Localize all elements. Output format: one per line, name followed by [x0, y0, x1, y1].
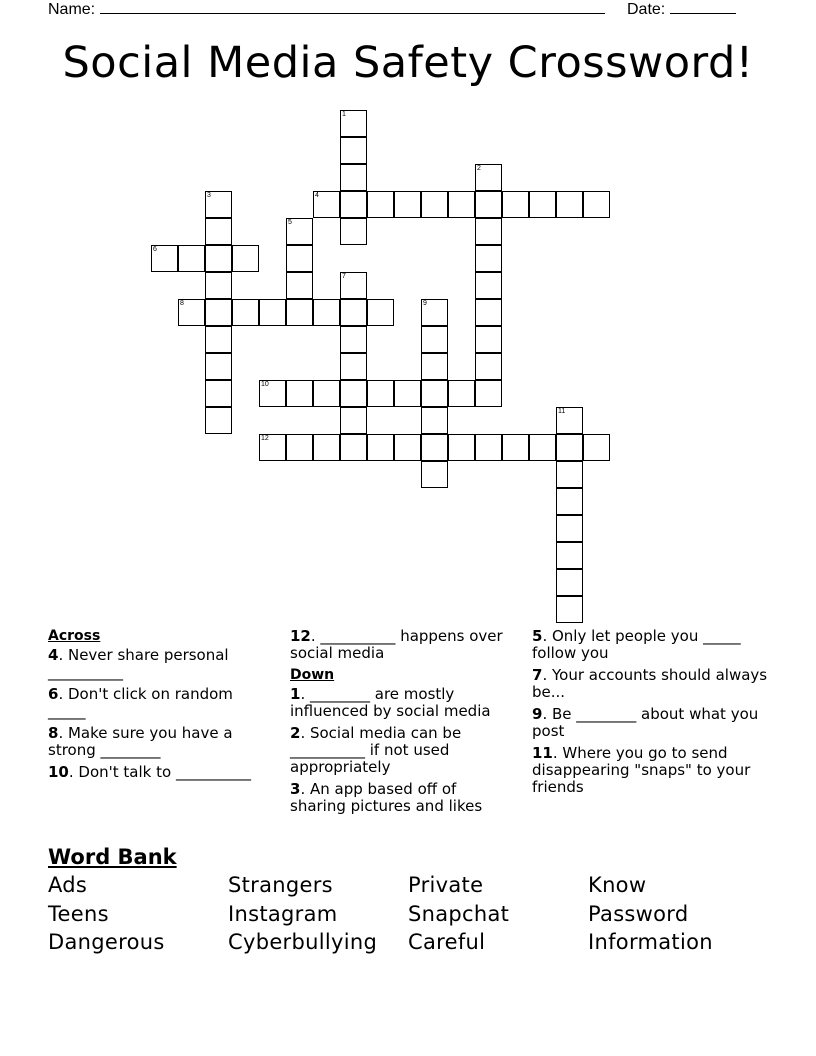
grid-cell[interactable] — [556, 434, 583, 461]
clue-across-10: 10. Don't talk to __________ — [48, 763, 251, 781]
grid-cell[interactable] — [421, 353, 448, 380]
cell-number: 1 — [342, 111, 346, 118]
grid-cell[interactable] — [448, 434, 475, 461]
grid-cell[interactable] — [421, 326, 448, 353]
grid-cell[interactable] — [475, 434, 502, 461]
grid-cell[interactable] — [421, 434, 448, 461]
grid-cell[interactable] — [340, 191, 367, 218]
date-field[interactable] — [627, 0, 736, 19]
grid-cell[interactable] — [475, 272, 502, 299]
date-underline[interactable] — [670, 0, 736, 14]
grid-cell[interactable] — [259, 299, 286, 326]
grid-cell[interactable] — [205, 272, 232, 299]
grid-cell[interactable] — [232, 245, 259, 272]
grid-cell[interactable] — [313, 299, 340, 326]
grid-cell[interactable] — [556, 407, 583, 434]
grid-cell[interactable] — [205, 380, 232, 407]
grid-cell[interactable] — [475, 245, 502, 272]
grid-cell[interactable] — [340, 353, 367, 380]
cell-number: 6 — [153, 246, 157, 253]
grid-cell[interactable] — [205, 191, 232, 218]
grid-cell[interactable] — [556, 515, 583, 542]
word-bank-item: Password — [588, 902, 689, 926]
grid-cell[interactable] — [448, 380, 475, 407]
clue-column-3 — [532, 628, 772, 801]
grid-cell[interactable] — [205, 353, 232, 380]
name-field[interactable] — [48, 0, 605, 19]
word-bank-item: Teens — [48, 902, 109, 926]
clue-down-11: 11. Where you go to send disappearing "snaps" to your friends — [532, 744, 751, 796]
grid-cell[interactable] — [286, 272, 313, 299]
grid-cell[interactable] — [475, 353, 502, 380]
down-heading: Down — [290, 667, 335, 683]
cell-number: 8 — [180, 300, 184, 307]
grid-cell[interactable] — [583, 191, 610, 218]
clue-across-12: 12. __________ happens over social media — [290, 627, 503, 662]
grid-cell[interactable] — [205, 326, 232, 353]
grid-cell[interactable] — [475, 164, 502, 191]
grid-cell[interactable] — [394, 434, 421, 461]
grid-cell[interactable] — [286, 245, 313, 272]
page-title: Social Media Safety Crossword! — [62, 38, 754, 88]
cell-number: 11 — [558, 408, 566, 415]
grid-cell[interactable] — [340, 110, 367, 137]
grid-cell[interactable] — [556, 488, 583, 515]
word-bank-item: Know — [588, 873, 647, 897]
grid-cell[interactable] — [529, 191, 556, 218]
grid-cell[interactable] — [475, 191, 502, 218]
grid-cell[interactable] — [502, 191, 529, 218]
cell-number: 9 — [423, 300, 427, 307]
clue-column-2 — [290, 628, 515, 820]
grid-cell[interactable] — [286, 299, 313, 326]
clue-column-1 — [48, 628, 273, 786]
word-bank-item: Cyberbullying — [228, 930, 378, 954]
word-bank-item: Private — [408, 873, 484, 897]
clue-down-5: 5. Only let people you _____ follow you — [532, 627, 741, 662]
grid-cell[interactable] — [367, 299, 394, 326]
across-heading: Across — [48, 628, 101, 644]
grid-cell[interactable] — [340, 326, 367, 353]
grid-cell[interactable] — [394, 191, 421, 218]
grid-cell[interactable] — [151, 245, 178, 272]
grid-cell[interactable] — [205, 245, 232, 272]
grid-cell[interactable] — [556, 569, 583, 596]
grid-cell[interactable] — [421, 407, 448, 434]
grid-cell[interactable] — [259, 380, 286, 407]
cell-number: 7 — [342, 273, 346, 280]
grid-cell[interactable] — [421, 461, 448, 488]
grid-cell[interactable] — [502, 434, 529, 461]
word-bank-title: Word Bank — [48, 845, 177, 869]
grid-cell[interactable] — [421, 299, 448, 326]
name-label: Name: — [48, 1, 96, 18]
cell-number: 2 — [477, 165, 481, 172]
grid-cell[interactable] — [340, 218, 367, 245]
cell-number: 5 — [288, 219, 292, 226]
grid-cell[interactable] — [475, 326, 502, 353]
clue-down-1: 1. ________ are mostly influenced by social media — [290, 685, 491, 720]
clue-down-3: 3. An app based off of sharing pictures and likes — [290, 780, 483, 815]
word-bank-item: Ads — [48, 873, 88, 897]
grid-cell[interactable] — [367, 434, 394, 461]
grid-cell[interactable] — [421, 191, 448, 218]
grid-cell[interactable] — [340, 137, 367, 164]
grid-cell[interactable] — [556, 191, 583, 218]
grid-cell[interactable] — [205, 218, 232, 245]
cell-number: 10 — [261, 381, 269, 388]
word-bank-item: Snapchat — [408, 902, 510, 926]
word-bank-item: Information — [588, 930, 713, 954]
grid-cell[interactable] — [367, 191, 394, 218]
cell-number: 3 — [207, 192, 211, 199]
grid-cell[interactable] — [529, 434, 556, 461]
word-bank-item: Dangerous — [48, 930, 165, 954]
grid-cell[interactable] — [340, 272, 367, 299]
clue-across-6: 6. Don't click on random _____ — [48, 685, 233, 720]
clue-across-4: 4. Never share personal __________ — [48, 646, 229, 681]
grid-cell[interactable] — [313, 191, 340, 218]
grid-cell[interactable] — [205, 407, 232, 434]
name-underline[interactable] — [100, 0, 605, 14]
grid-cell[interactable] — [340, 380, 367, 407]
cell-number: 12 — [261, 435, 269, 442]
grid-cell[interactable] — [178, 299, 205, 326]
grid-cell[interactable] — [475, 299, 502, 326]
grid-cell[interactable] — [394, 380, 421, 407]
grid-cell[interactable] — [313, 380, 340, 407]
grid-cell[interactable] — [286, 380, 313, 407]
grid-cell[interactable] — [475, 218, 502, 245]
grid-cell[interactable] — [232, 299, 259, 326]
grid-cell[interactable] — [286, 218, 313, 245]
grid-cell[interactable] — [259, 434, 286, 461]
word-bank-item: Careful — [408, 930, 486, 954]
grid-cell[interactable] — [340, 164, 367, 191]
grid-cell[interactable] — [583, 434, 610, 461]
grid-cell[interactable] — [367, 380, 394, 407]
grid-cell[interactable] — [340, 434, 367, 461]
clue-across-8: 8. Make sure you have a strong ________ — [48, 724, 233, 759]
clue-down-7: 7. Your accounts should always be... — [532, 666, 768, 701]
grid-cell[interactable] — [475, 380, 502, 407]
clue-down-9: 9. Be ________ about what you post — [532, 705, 759, 740]
grid-cell[interactable] — [556, 596, 583, 623]
grid-cell[interactable] — [313, 434, 340, 461]
grid-cell[interactable] — [556, 542, 583, 569]
grid-cell[interactable] — [556, 461, 583, 488]
grid-cell[interactable] — [421, 380, 448, 407]
grid-cell[interactable] — [205, 299, 232, 326]
word-bank-item: Instagram — [228, 902, 338, 926]
grid-cell[interactable] — [178, 245, 205, 272]
grid-cell[interactable] — [286, 434, 313, 461]
clue-down-2: 2. Social media can be __________ if not used appropriately — [290, 724, 462, 776]
cell-number: 4 — [315, 192, 319, 199]
grid-cell[interactable] — [340, 407, 367, 434]
date-label: Date: — [627, 1, 666, 18]
grid-cell[interactable] — [448, 191, 475, 218]
grid-cell[interactable] — [340, 299, 367, 326]
word-bank-item: Strangers — [228, 873, 333, 897]
